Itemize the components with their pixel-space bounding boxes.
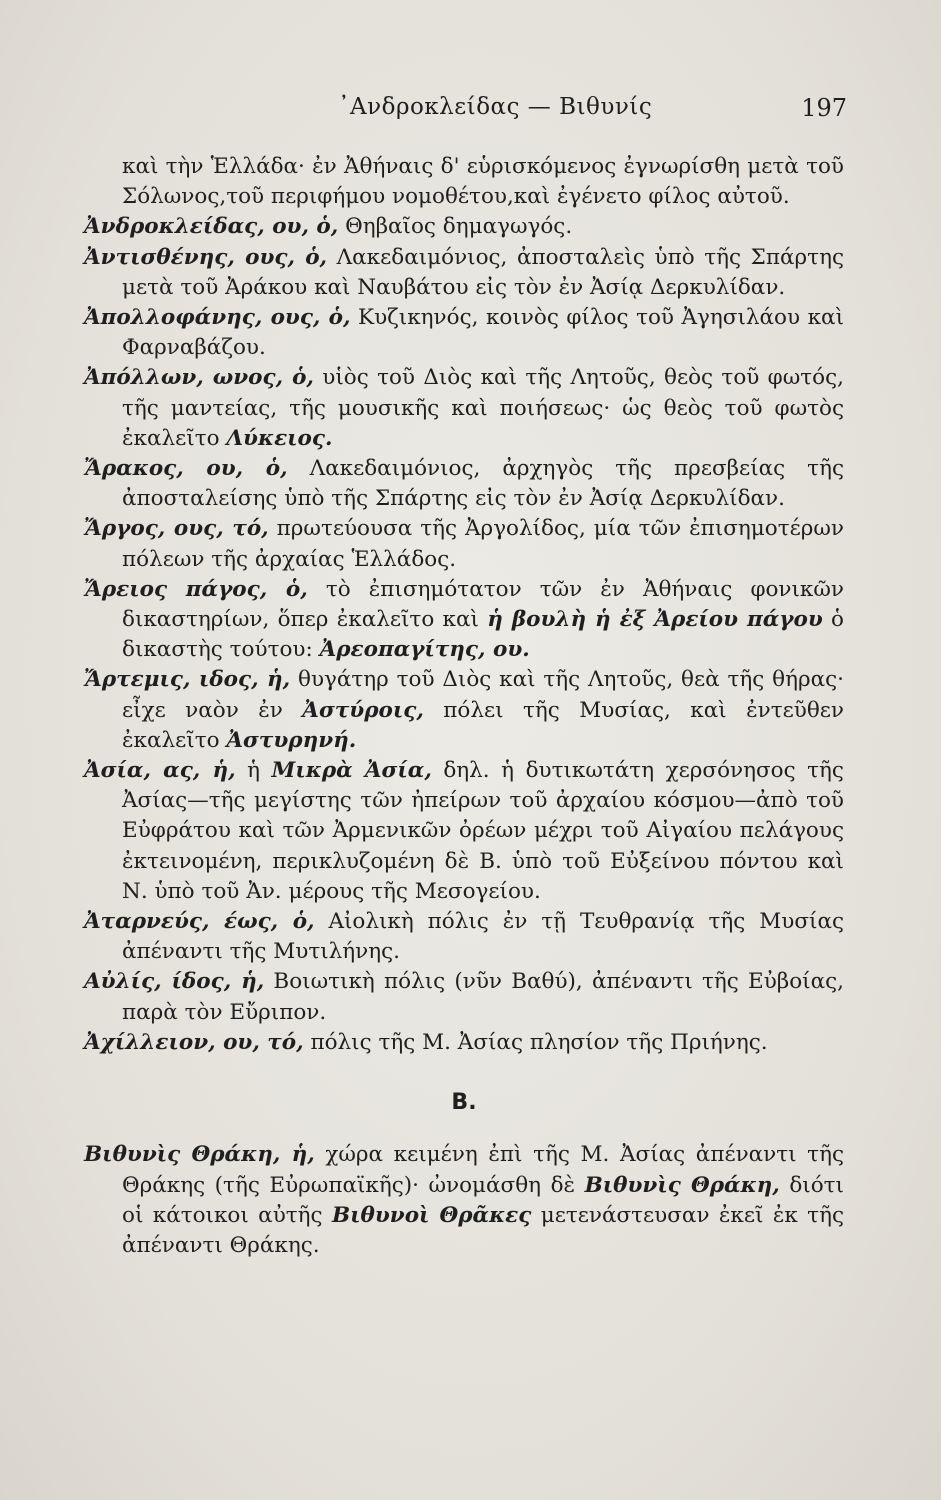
entry-lemma: Βιθυνὶς Θράκη, ἡ, — [84, 1142, 315, 1168]
entry-achilleion — [84, 1028, 844, 1058]
entry-lemma: Ἀσία, ας, ἡ, — [84, 758, 236, 784]
entry-text: Λακεδαιμόνιος, ἀρχηγὸς τῆς πρεσβείας τῆς ἀποσταλείσης ὑπὸ τῆς Σπάρτης εἰς τὸν ἐν Ἀσίᾳ Δερκυλίδαν. — [122, 456, 844, 512]
entry-text: τὸ ἐπισημότατον τῶν ἐν Ἀθήναις φονικῶν δικαστηρίων, ὅπερ ἐκαλεῖτο καὶ — [122, 576, 844, 633]
entry-text-2: πόλει τῆς Μυσίας, καὶ ἐντεῦθεν ἐκαλεῖτο — [122, 697, 844, 753]
entry-apollophanes — [84, 303, 844, 363]
entry-emphasis: Ἀστύροις, — [302, 697, 424, 723]
entry-arakos — [84, 454, 844, 514]
entry-text: Αἰολικὴ πόλις ἐν τῇ Τευθρανίᾳ τῆς Μυσίας ἀπέναντι τῆς Μυτιλήνης. — [122, 909, 845, 965]
entry-text: υἱὸς τοῦ Διὸς καὶ τῆς Λητοῦς, θεὸς τοῦ φωτός, τῆς μαντείας, τῆς μουσικῆς καὶ ποιήσεως· ὡς θεὸς τοῦ φωτὸς ἐκαλεῖτο — [122, 365, 844, 451]
entry-text-2: διότι οἱ κάτοικοι αὐτῆς — [122, 1172, 844, 1228]
entry-text: Λακεδαιμόνιος, ἀποσταλεὶς ὑπὸ τῆς Σπάρτης μετὰ τοῦ Ἀράκου καὶ Ναυβάτου εἰς τὸν ἐν Ἀσίᾳ Δερκυλίδαν. — [122, 244, 844, 300]
entry-emphasis: Λύκειος. — [226, 425, 333, 451]
entry-text: Βοιωτικὴ πόλις (νῦν Βαθύ), ἀπέναντι τῆς Εὐβοίας, παρὰ τὸν Εὔριπον. — [122, 969, 844, 1025]
entry-lemma: Ἄρακος, ου, ὁ, — [84, 456, 288, 482]
entry-text: Κυζικηνός, κοινὸς φίλος τοῦ Ἀγησιλάου καὶ Φαρναβάζου. — [122, 305, 844, 361]
entry-lemma: Ἄρειος πάγος, ὁ, — [84, 576, 308, 602]
entry-text-2: δηλ. ἡ δυτικωτάτη χερσόνησος τῆς Ἀσίας—τῆς μεγίστης τῶν ἠπείρων τοῦ ἀρχαίου κόσμου—ἀπὸ τοῦ Εὐφράτου καὶ τῶν Ἀρμενικῶν ὀρέων μέχρι τοῦ Αἰγαίου πελάγους ἐκτεινομένη, περικλυζομένη δὲ Β. ὑπὸ τοῦ Εὐξείνου πόντου καὶ Ν. ὑπὸ τοῦ Ἀν. μέρους τῆς Μεσογείου. — [122, 758, 844, 904]
entry-lemma: Ἀντισθένης, ους, ὁ, — [84, 244, 328, 270]
entry-text-2: ὁ δικαστὴς τούτου: — [122, 607, 844, 663]
entry-lemma: Ἀταρνεύς, έως, ὁ, — [84, 909, 315, 935]
entry-emphasis: Βιθυνὶς Θράκη, — [584, 1172, 780, 1198]
entry-lemma: Ἀπόλλων, ωνος, ὁ, — [84, 365, 314, 391]
entry-text: χώρα κειμένη ἐπὶ τῆς Μ. Ἀσίας ἀπέναντι τῆς Θράκης (τῆς Εὐρωπαϊκῆς)· ὠνομάσθη δὲ — [122, 1142, 845, 1198]
entry-lemma: Αὐλίς, ίδος, ἡ, — [84, 969, 265, 995]
entry-atarneus — [84, 907, 844, 967]
entry-emphasis: Μικρὰ Ἀσία, — [271, 758, 432, 784]
entry-text: πόλις τῆς Μ. Ἀσίας πλησίον τῆς Πριήνης. — [310, 1029, 768, 1055]
entry-areios-pagos — [84, 575, 844, 666]
entry-antisthenes — [84, 243, 844, 303]
entry-text: πρωτεύουσα τῆς Ἀργολίδος, μία τῶν ἐπισημοτέρων πόλεων τῆς ἀρχαίας Ἑλλάδος. — [122, 516, 844, 572]
entry-lemma: Ἀνδροκλείδας, ου, ὁ, — [84, 214, 339, 240]
entry-emphasis-2: Ἀστυρηνή. — [226, 727, 357, 753]
entry-text: θυγάτηρ τοῦ Διὸς καὶ τῆς Λητοῦς, θεὰ τῆς θήρας· εἶχε ναὸν ἐν — [122, 667, 844, 723]
entry-asia — [84, 756, 844, 907]
page-header — [0, 88, 941, 128]
section-heading: B. — [451, 1090, 477, 1116]
entry-lemma: Ἀπολλοφάνης, ους, ὁ, — [84, 305, 351, 331]
entry-lemma: Ἄργος, ους, τό, — [84, 516, 269, 542]
page-number: 197 — [801, 94, 847, 122]
entry-text: Θηβαῖος δημαγωγός. — [345, 214, 573, 240]
entry-emphasis: ἡ βουλὴ ἡ ἐξ Ἀρείου πάγου — [487, 607, 823, 633]
entry-text: ἡ — [247, 758, 260, 784]
entry-artemis — [84, 665, 844, 756]
entry-text: καὶ τὴν Ἑλλάδα· ἐν Ἀθήναις δ' εὑρισκόμενος ἐγνωρίσθη μετὰ τοῦ Σόλωνος,τοῦ περιφήμου νομοθέτου,καὶ ἐγένετο φίλος αὐτοῦ. — [122, 154, 844, 210]
entry-emphasis-2: Βιθυνοὶ Θρᾶκες — [331, 1202, 532, 1228]
entry-text-3: μετενάστευσαν ἐκεῖ ἐκ τῆς ἀπέναντι Θράκης. — [122, 1202, 844, 1258]
entry-lemma: Ἄρτεμις, ιδος, ἡ, — [84, 667, 291, 693]
entry-apollon — [84, 363, 844, 454]
entry-aulis — [84, 967, 844, 1027]
continued-entry — [84, 152, 844, 212]
entry-androkleidas — [84, 212, 844, 242]
entry-argos — [84, 514, 844, 574]
entry-emphasis-2: Ἀρεοπαγίτης, ου. — [319, 637, 530, 663]
running-title: ᾿Ανδροκλείδας — Βιθυνίς — [338, 94, 653, 120]
dictionary-entries — [84, 152, 844, 1261]
entry-bithynis-thrake — [84, 1140, 844, 1261]
entry-lemma: Ἀχίλλειον, ου, τό, — [84, 1029, 304, 1055]
